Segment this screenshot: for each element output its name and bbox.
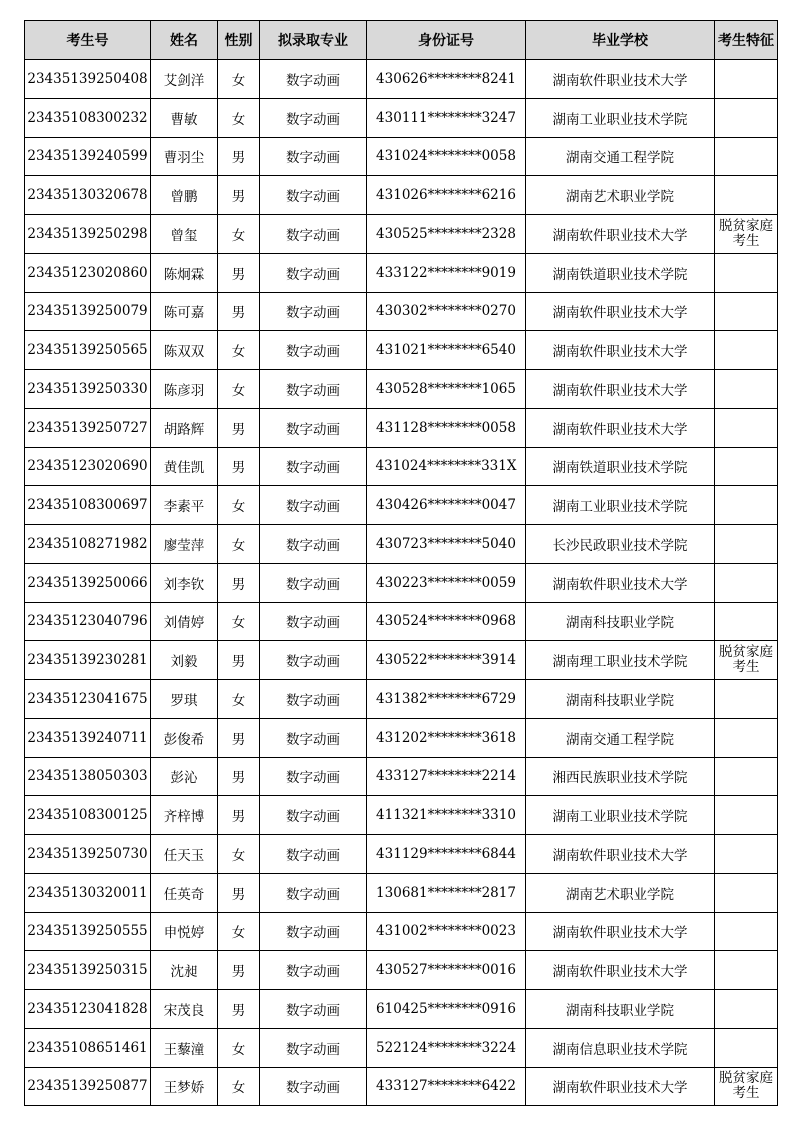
cell-school: 湖南软件职业技术大学: [526, 835, 715, 874]
admission-table: [24, 20, 778, 1106]
cell-school: 湖南工业职业技术学院: [526, 98, 715, 137]
cell-exam-number: 23435139250408: [25, 60, 151, 99]
cell-exam-number: 23435139250730: [25, 835, 151, 874]
cell-id-number: 431202********3618: [367, 718, 526, 757]
cell-id-number: 430626********8241: [367, 60, 526, 99]
cell-id-number: 430522********3914: [367, 641, 526, 680]
cell-exam-number: 23435139240711: [25, 718, 151, 757]
cell-name: 刘李钦: [151, 563, 218, 602]
table-row: [25, 292, 778, 331]
cell-name: 王藜潼: [151, 1028, 218, 1067]
table-row: [25, 796, 778, 835]
table-row: [25, 641, 778, 680]
cell-gender: 女: [218, 331, 260, 370]
cell-trait: [715, 370, 778, 409]
cell-gender: 女: [218, 525, 260, 564]
cell-trait: [715, 253, 778, 292]
cell-exam-number: 23435123020690: [25, 447, 151, 486]
cell-gender: 女: [218, 835, 260, 874]
table-row: [25, 253, 778, 292]
cell-exam-number: 23435108651461: [25, 1028, 151, 1067]
cell-major: 数字动画: [260, 525, 367, 564]
cell-trait: [715, 137, 778, 176]
table-row: [25, 525, 778, 564]
cell-exam-number: 23435108300232: [25, 98, 151, 137]
cell-gender: 男: [218, 563, 260, 602]
table-header-row: [25, 21, 778, 60]
table-row: [25, 951, 778, 990]
cell-school: 湖南软件职业技术大学: [526, 408, 715, 447]
cell-id-number: 431024********331X: [367, 447, 526, 486]
cell-school: 湖南理工职业技术学院: [526, 641, 715, 680]
cell-school: 湖南软件职业技术大学: [526, 370, 715, 409]
cell-exam-number: 23435123020860: [25, 253, 151, 292]
cell-major: 数字动画: [260, 98, 367, 137]
cell-exam-number: 23435130320678: [25, 176, 151, 215]
cell-id-number: 431002********0023: [367, 912, 526, 951]
cell-gender: 男: [218, 408, 260, 447]
cell-gender: 男: [218, 873, 260, 912]
cell-major: 数字动画: [260, 873, 367, 912]
cell-id-number: 522124********3224: [367, 1028, 526, 1067]
cell-gender: 女: [218, 680, 260, 719]
cell-major: 数字动画: [260, 796, 367, 835]
cell-exam-number: 23435139250298: [25, 215, 151, 254]
cell-id-number: 433122********9019: [367, 253, 526, 292]
cell-exam-number: 23435139250079: [25, 292, 151, 331]
cell-school: 湖南工业职业技术学院: [526, 796, 715, 835]
cell-gender: 男: [218, 757, 260, 796]
cell-id-number: 430528********1065: [367, 370, 526, 409]
cell-exam-number: 23435130320011: [25, 873, 151, 912]
table-row: [25, 486, 778, 525]
cell-name: 廖莹萍: [151, 525, 218, 564]
cell-exam-number: 23435108300125: [25, 796, 151, 835]
cell-trait: [715, 331, 778, 370]
cell-gender: 男: [218, 447, 260, 486]
cell-gender: 女: [218, 912, 260, 951]
cell-exam-number: 23435108271982: [25, 525, 151, 564]
cell-name: 彭俊希: [151, 718, 218, 757]
table-row: [25, 912, 778, 951]
table-body: [25, 60, 778, 1106]
cell-school: 湖南软件职业技术大学: [526, 951, 715, 990]
cell-major: 数字动画: [260, 835, 367, 874]
cell-exam-number: 23435139250066: [25, 563, 151, 602]
cell-name: 陈双双: [151, 331, 218, 370]
cell-name: 王梦娇: [151, 1067, 218, 1106]
cell-major: 数字动画: [260, 757, 367, 796]
table-row: [25, 835, 778, 874]
cell-name: 曹敏: [151, 98, 218, 137]
cell-name: 罗琪: [151, 680, 218, 719]
header-trait: 考生特征: [715, 21, 778, 60]
header-gender: 性别: [218, 21, 260, 60]
cell-id-number: 433127********6422: [367, 1067, 526, 1106]
cell-trait: 脱贫家庭考生: [715, 641, 778, 680]
cell-major: 数字动画: [260, 176, 367, 215]
cell-trait: [715, 486, 778, 525]
cell-name: 任天玉: [151, 835, 218, 874]
cell-major: 数字动画: [260, 1067, 367, 1106]
cell-major: 数字动画: [260, 292, 367, 331]
cell-gender: 男: [218, 951, 260, 990]
cell-school: 湖南软件职业技术大学: [526, 215, 715, 254]
cell-school: 湖南交通工程学院: [526, 137, 715, 176]
cell-trait: [715, 835, 778, 874]
cell-school: 湘西民族职业技术学院: [526, 757, 715, 796]
cell-major: 数字动画: [260, 1028, 367, 1067]
cell-gender: 女: [218, 486, 260, 525]
cell-name: 陈炯霖: [151, 253, 218, 292]
cell-name: 刘倩婷: [151, 602, 218, 641]
cell-name: 宋茂良: [151, 990, 218, 1029]
cell-exam-number: 23435139250315: [25, 951, 151, 990]
cell-major: 数字动画: [260, 215, 367, 254]
cell-trait: [715, 990, 778, 1029]
cell-exam-number: 23435123041675: [25, 680, 151, 719]
cell-school: 湖南信息职业技术学院: [526, 1028, 715, 1067]
table-row: [25, 1067, 778, 1106]
cell-name: 黄佳凯: [151, 447, 218, 486]
cell-major: 数字动画: [260, 60, 367, 99]
cell-id-number: 431129********6844: [367, 835, 526, 874]
header-name: 姓名: [151, 21, 218, 60]
cell-gender: 女: [218, 1067, 260, 1106]
table-row: [25, 873, 778, 912]
cell-school: 湖南交通工程学院: [526, 718, 715, 757]
cell-gender: 女: [218, 215, 260, 254]
cell-major: 数字动画: [260, 137, 367, 176]
cell-trait: [715, 292, 778, 331]
cell-exam-number: 23435108300697: [25, 486, 151, 525]
cell-exam-number: 23435123040796: [25, 602, 151, 641]
cell-id-number: 431026********6216: [367, 176, 526, 215]
cell-trait: [715, 176, 778, 215]
cell-school: 湖南软件职业技术大学: [526, 60, 715, 99]
cell-trait: [715, 718, 778, 757]
table-row: [25, 447, 778, 486]
cell-trait: [715, 912, 778, 951]
cell-exam-number: 23435139250565: [25, 331, 151, 370]
cell-exam-number: 23435139250555: [25, 912, 151, 951]
cell-exam-number: 23435139250330: [25, 370, 151, 409]
table-row: [25, 602, 778, 641]
cell-name: 胡路辉: [151, 408, 218, 447]
cell-major: 数字动画: [260, 370, 367, 409]
cell-school: 湖南软件职业技术大学: [526, 912, 715, 951]
cell-gender: 男: [218, 253, 260, 292]
cell-major: 数字动画: [260, 680, 367, 719]
cell-school: 湖南艺术职业学院: [526, 873, 715, 912]
cell-trait: [715, 563, 778, 602]
table-row: [25, 563, 778, 602]
cell-name: 沈昶: [151, 951, 218, 990]
table-row: [25, 98, 778, 137]
cell-major: 数字动画: [260, 408, 367, 447]
cell-exam-number: 23435123041828: [25, 990, 151, 1029]
cell-id-number: 610425********0916: [367, 990, 526, 1029]
cell-name: 曾玺: [151, 215, 218, 254]
cell-major: 数字动画: [260, 912, 367, 951]
table-row: [25, 137, 778, 176]
cell-trait: [715, 525, 778, 564]
cell-major: 数字动画: [260, 602, 367, 641]
cell-id-number: 430302********0270: [367, 292, 526, 331]
cell-major: 数字动画: [260, 951, 367, 990]
cell-name: 齐梓博: [151, 796, 218, 835]
cell-gender: 男: [218, 718, 260, 757]
cell-gender: 女: [218, 602, 260, 641]
header-major: 拟录取专业: [260, 21, 367, 60]
cell-trait: [715, 602, 778, 641]
cell-name: 曾鹏: [151, 176, 218, 215]
cell-trait: 脱贫家庭考生: [715, 1067, 778, 1106]
cell-id-number: 431021********6540: [367, 331, 526, 370]
cell-school: 湖南软件职业技术大学: [526, 331, 715, 370]
table-row: [25, 408, 778, 447]
cell-id-number: 433127********2214: [367, 757, 526, 796]
cell-school: 湖南铁道职业技术学院: [526, 447, 715, 486]
cell-school: 湖南科技职业学院: [526, 602, 715, 641]
cell-school: 湖南软件职业技术大学: [526, 563, 715, 602]
cell-trait: [715, 408, 778, 447]
cell-id-number: 430527********0016: [367, 951, 526, 990]
cell-trait: [715, 60, 778, 99]
cell-trait: [715, 447, 778, 486]
cell-major: 数字动画: [260, 563, 367, 602]
cell-name: 艾剑洋: [151, 60, 218, 99]
cell-gender: 男: [218, 137, 260, 176]
cell-trait: [715, 796, 778, 835]
cell-trait: [715, 1028, 778, 1067]
cell-trait: 脱贫家庭考生: [715, 215, 778, 254]
cell-exam-number: 23435139240599: [25, 137, 151, 176]
cell-id-number: 430525********2328: [367, 215, 526, 254]
cell-id-number: 430426********0047: [367, 486, 526, 525]
cell-gender: 男: [218, 990, 260, 1029]
cell-major: 数字动画: [260, 447, 367, 486]
cell-school: 湖南艺术职业学院: [526, 176, 715, 215]
cell-id-number: 431024********0058: [367, 137, 526, 176]
cell-name: 申悦婷: [151, 912, 218, 951]
cell-major: 数字动画: [260, 253, 367, 292]
cell-trait: [715, 98, 778, 137]
cell-id-number: 430111********3247: [367, 98, 526, 137]
table-row: [25, 757, 778, 796]
cell-gender: 男: [218, 641, 260, 680]
cell-name: 曹羽尘: [151, 137, 218, 176]
cell-school: 长沙民政职业技术学院: [526, 525, 715, 564]
cell-name: 陈可嘉: [151, 292, 218, 331]
cell-gender: 男: [218, 796, 260, 835]
cell-id-number: 430723********5040: [367, 525, 526, 564]
cell-major: 数字动画: [260, 331, 367, 370]
table-row: [25, 680, 778, 719]
cell-major: 数字动画: [260, 990, 367, 1029]
cell-id-number: 430524********0968: [367, 602, 526, 641]
cell-gender: 女: [218, 370, 260, 409]
cell-gender: 女: [218, 60, 260, 99]
cell-id-number: 411321********3310: [367, 796, 526, 835]
cell-exam-number: 23435138050303: [25, 757, 151, 796]
cell-trait: [715, 680, 778, 719]
cell-gender: 男: [218, 292, 260, 331]
table-row: [25, 331, 778, 370]
cell-name: 彭沁: [151, 757, 218, 796]
cell-id-number: 130681********2817: [367, 873, 526, 912]
cell-trait: [715, 757, 778, 796]
cell-school: 湖南软件职业技术大学: [526, 1067, 715, 1106]
cell-id-number: 431382********6729: [367, 680, 526, 719]
cell-gender: 男: [218, 176, 260, 215]
table-row: [25, 60, 778, 99]
cell-school: 湖南软件职业技术大学: [526, 292, 715, 331]
cell-trait: [715, 873, 778, 912]
header-exam-number: 考生号: [25, 21, 151, 60]
header-id-number: 身份证号: [367, 21, 526, 60]
cell-school: 湖南科技职业学院: [526, 990, 715, 1029]
table-row: [25, 1028, 778, 1067]
cell-name: 任英奇: [151, 873, 218, 912]
cell-major: 数字动画: [260, 486, 367, 525]
cell-school: 湖南铁道职业技术学院: [526, 253, 715, 292]
cell-gender: 女: [218, 1028, 260, 1067]
cell-exam-number: 23435139250727: [25, 408, 151, 447]
cell-id-number: 430223********0059: [367, 563, 526, 602]
table-row: [25, 215, 778, 254]
cell-major: 数字动画: [260, 718, 367, 757]
cell-school: 湖南工业职业技术学院: [526, 486, 715, 525]
cell-trait: [715, 951, 778, 990]
cell-major: 数字动画: [260, 641, 367, 680]
table-row: [25, 990, 778, 1029]
table-row: [25, 718, 778, 757]
cell-name: 李素平: [151, 486, 218, 525]
cell-exam-number: 23435139230281: [25, 641, 151, 680]
cell-school: 湖南科技职业学院: [526, 680, 715, 719]
table-row: [25, 176, 778, 215]
admission-list-sheet: [24, 20, 777, 1106]
cell-name: 陈彦羽: [151, 370, 218, 409]
cell-gender: 女: [218, 98, 260, 137]
cell-exam-number: 23435139250877: [25, 1067, 151, 1106]
table-row: [25, 370, 778, 409]
cell-id-number: 431128********0058: [367, 408, 526, 447]
header-school: 毕业学校: [526, 21, 715, 60]
cell-name: 刘毅: [151, 641, 218, 680]
